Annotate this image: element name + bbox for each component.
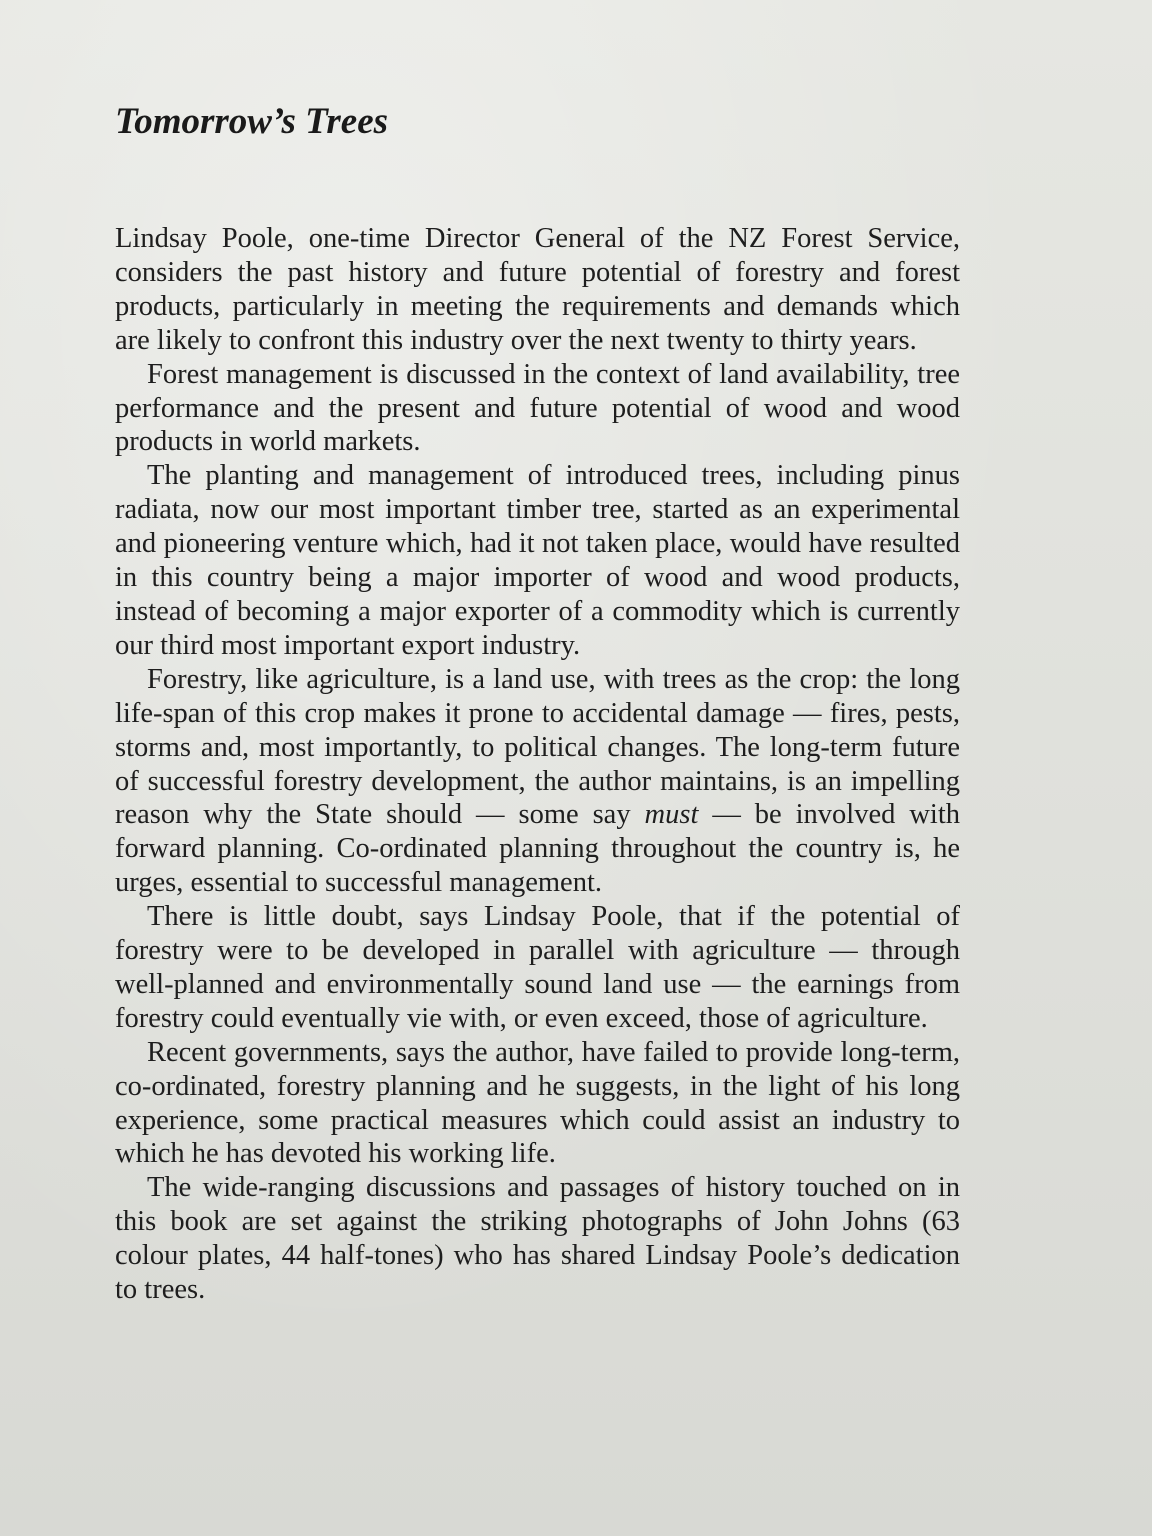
paragraph-intro xyxy=(115,222,960,358)
paragraph-recent-governments xyxy=(115,1036,960,1172)
paragraph-text-after-emphasis: — be involved with forward planning. Co-ordinated planning throughout the country is, he urges, essential to successful management. xyxy=(115,799,960,899)
paragraph-text: Forest management is discussed in the context of land availability, tree performance and the present and future potential of wood and wood products in world markets. xyxy=(115,358,960,458)
paragraph-forest-management xyxy=(115,358,960,460)
emphasis-must: must xyxy=(644,799,699,831)
paragraph-parallel-development xyxy=(115,900,960,1036)
paragraph-text: Recent governments, says the author, have failed to provide long-term, co-ordinated, forestry planning and he suggests, in the light of his long experience, some practical measures which could assist an industry to which he has devoted his working life. xyxy=(115,1036,960,1170)
paragraph-text-before-emphasis: Forestry, like agriculture, is a land use, with trees as the crop: the long life-span of this crop makes it prone to accidental damage — fires, pests, storms and, most importantly, to political changes. The long-term future of successful forestry development, the author maintains, is an impelling reason why the State should — some say xyxy=(115,663,960,831)
paragraph-introduced-trees xyxy=(115,459,960,662)
paragraph-photographs xyxy=(115,1171,960,1307)
page-title: Tomorrow’s Trees xyxy=(115,101,389,142)
paragraph-text: The planting and management of introduced trees, including pinus radiata, now our most important timber tree, started as an experimental and pioneering venture which, had it not taken place, would have resulted in this country being a major importer of wood and wood products, instead of becoming a major exporter of a commodity which is currently our third most important export industry. xyxy=(115,460,960,661)
paragraph-text: There is little doubt, says Lindsay Poole, that if the potential of forestry were to be developed in parallel with agriculture — through well-planned and environmentally sound land use — the earnings from forestry could eventually vie with, or even exceed, those of agriculture. xyxy=(115,901,960,1034)
paragraph-land-use xyxy=(115,663,960,900)
blurb-body xyxy=(115,222,960,1307)
paragraph-text: Lindsay Poole, one-time Director General of the NZ Forest Service, considers the past history and future potential of forestry and forest products, particularly in meeting the requirements and demands which are likely to confront this industry over the next twenty to thirty years. xyxy=(115,223,960,356)
paragraph-text: The wide-ranging discussions and passages of history touched on in this book are set against the striking photographs of John Johns (63 colour plates, 44 half-tones) who has shared Lindsay Poole’s dedication to trees. xyxy=(115,1172,960,1306)
